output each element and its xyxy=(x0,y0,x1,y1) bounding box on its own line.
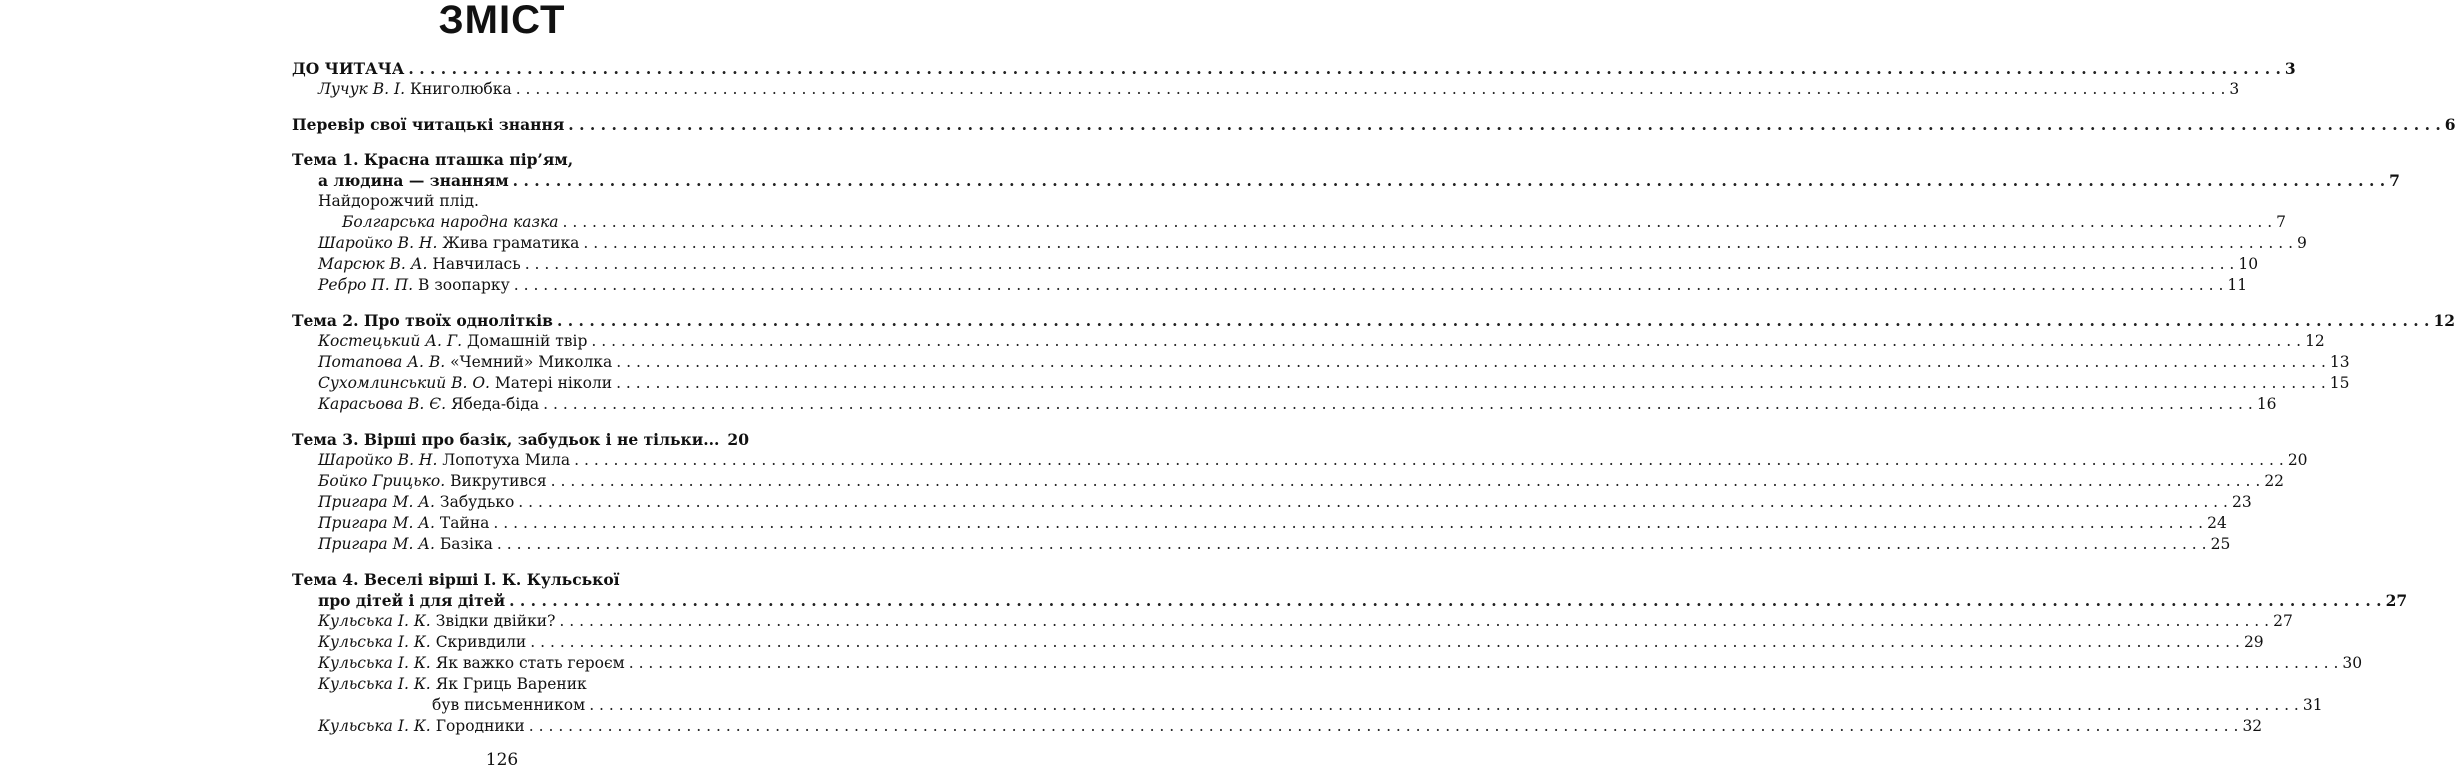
toc-entry-title xyxy=(292,331,591,352)
toc-entry-page: 25 xyxy=(2207,534,2231,555)
toc-entry-title xyxy=(292,191,483,212)
toc-entry xyxy=(292,611,2293,632)
toc-entry-page: 23 xyxy=(2228,492,2252,513)
toc-entry-title xyxy=(292,653,629,674)
toc-entry-author: Костецький А. Г. xyxy=(318,332,463,350)
toc-entry-title xyxy=(292,513,493,534)
toc-entry-title xyxy=(292,275,514,296)
toc-entry xyxy=(292,275,2248,296)
toc-entry-author: Пригара М. А. xyxy=(318,493,435,511)
toc-entry-author: Кульська І. К. xyxy=(318,675,431,693)
toc-entry-text: про дітей і для дітей xyxy=(318,591,506,610)
toc-entry-title xyxy=(292,212,563,233)
toc-entry xyxy=(292,310,2456,331)
toc-entry xyxy=(292,394,2277,415)
section-gap xyxy=(292,415,732,429)
dot-leader xyxy=(516,79,2226,100)
toc-entry-title xyxy=(292,394,543,415)
toc-entry-text: Лопотуха Мила xyxy=(442,451,571,469)
toc-entry-text: Викрутився xyxy=(450,472,547,490)
page-number: 126 xyxy=(485,750,519,770)
dot-leader xyxy=(568,114,2441,135)
dot-leader xyxy=(408,58,2281,79)
toc-entry-title xyxy=(292,450,574,471)
toc-entry xyxy=(292,114,2456,135)
toc-entry-author: Ребро П. П. xyxy=(318,276,414,294)
dot-leader xyxy=(583,233,2293,254)
toc-entry-text: ДО ЧИТАЧА xyxy=(292,59,405,78)
dot-leader xyxy=(529,716,2239,737)
dot-leader xyxy=(530,632,2240,653)
dot-leader xyxy=(518,492,2228,513)
toc-entry xyxy=(292,632,2264,653)
toc-entry-author: Кульська І. К. xyxy=(318,612,431,630)
toc-entry-text: Як важко стать героєм xyxy=(435,654,625,672)
toc-entry-title xyxy=(292,716,529,737)
toc-entry-author: Кульська І. К. xyxy=(318,717,431,735)
toc-entry-text: Тема 3. Вірші про базік, забудьок і не тільки... xyxy=(292,430,720,449)
dot-leader xyxy=(543,394,2253,415)
toc-entry xyxy=(292,653,2363,674)
toc-entry-author: Пригара М. А. xyxy=(318,535,435,553)
toc-entry-author: Карасьова В. Є. xyxy=(318,395,447,413)
toc-entry-text: Тема 2. Про твоїх однолітків xyxy=(292,311,553,330)
toc-entry xyxy=(292,534,2231,555)
toc-entry-page: 3 xyxy=(2281,58,2296,79)
toc-entry-author: Кульська І. К. xyxy=(318,654,431,672)
toc-entry xyxy=(292,716,2263,737)
toc-entry-title xyxy=(292,114,568,135)
toc-entry-page: 24 xyxy=(2203,513,2227,534)
dot-leader xyxy=(616,352,2326,373)
toc-entry xyxy=(292,492,2252,513)
dot-leader xyxy=(497,534,2207,555)
toc-entry-title xyxy=(292,695,589,716)
toc-entry-page: 27 xyxy=(2269,611,2293,632)
toc-entry-author: Бойко Грицько. xyxy=(318,472,446,490)
toc-entry-text: Книголюбка xyxy=(409,80,512,98)
dot-leader xyxy=(513,170,2386,191)
section-gap xyxy=(292,135,732,149)
toc-entry-title xyxy=(292,590,509,611)
toc-entry-title xyxy=(292,254,525,275)
toc-entry-title xyxy=(292,569,624,590)
dot-leader xyxy=(589,695,2299,716)
toc-entry-page: 29 xyxy=(2240,632,2264,653)
toc-entry-title xyxy=(292,632,530,653)
toc-entry-title xyxy=(292,149,577,170)
toc-entry xyxy=(292,212,2287,233)
toc-entry-author: Марсюк В. А. xyxy=(318,255,428,273)
toc-entry-text: Звідки двійки? xyxy=(435,612,556,630)
toc-entry-text: Ябеда-біда xyxy=(451,395,540,413)
dot-leader xyxy=(591,331,2301,352)
toc-entry-text: був письменником xyxy=(432,696,586,714)
toc-entry-page: 12 xyxy=(2301,331,2325,352)
toc-entry-text: Тайна xyxy=(439,514,490,532)
toc-entry-page: 9 xyxy=(2293,233,2307,254)
dot-leader xyxy=(557,310,2430,331)
dot-leader xyxy=(551,471,2261,492)
toc-entry-page: 20 xyxy=(723,429,749,450)
toc-entry xyxy=(292,149,732,170)
toc-entry-page: 7 xyxy=(2385,170,2400,191)
toc-entry-title xyxy=(292,492,518,513)
toc-entry-text: Скривдили xyxy=(435,633,527,651)
dot-leader xyxy=(514,275,2224,296)
toc-entry xyxy=(292,674,732,695)
section-gap xyxy=(292,296,732,310)
toc-entry-text: а людина — знанням xyxy=(318,171,509,190)
toc-entry-page: 6 xyxy=(2441,114,2456,135)
dot-leader xyxy=(563,212,2273,233)
toc-entry-page: 3 xyxy=(2225,79,2239,100)
toc-entry xyxy=(292,79,2240,100)
toc-entry-text: Жива граматика xyxy=(442,234,580,252)
toc-entry xyxy=(292,233,2307,254)
toc-entry-page: 16 xyxy=(2253,394,2277,415)
toc-entry xyxy=(292,569,732,590)
toc-entry-page: 15 xyxy=(2326,373,2350,394)
toc-entry-title xyxy=(292,471,551,492)
toc-entry-title xyxy=(292,611,559,632)
toc-entry-text: Забудько xyxy=(439,493,515,511)
toc-entry-title xyxy=(292,352,616,373)
toc-entry xyxy=(292,58,2296,79)
toc-entry-page: 27 xyxy=(2382,590,2408,611)
toc-entry-text: Найдорожчий плід. xyxy=(318,192,479,210)
toc-entry-text: В зоопарку xyxy=(418,276,510,294)
toc-entry-title xyxy=(292,373,616,394)
toc-entry-page: 22 xyxy=(2260,471,2284,492)
dot-leader xyxy=(574,450,2284,471)
toc-entry xyxy=(292,471,2285,492)
toc-entry-title xyxy=(292,674,591,695)
toc-entry xyxy=(292,590,2408,611)
toc-entry-title xyxy=(292,170,513,191)
toc-entry-text: Базіка xyxy=(439,535,493,553)
toc-entry-author: Кульська І. К. xyxy=(318,633,431,651)
toc-entry-title xyxy=(292,429,723,450)
toc-entry xyxy=(292,254,2259,275)
toc-entry-page: 30 xyxy=(2338,653,2362,674)
toc-entry-page: 11 xyxy=(2223,275,2247,296)
toc-entry-text: Тема 1. Красна пташка пір’ям, xyxy=(292,150,574,169)
dot-leader xyxy=(629,653,2339,674)
toc-entry xyxy=(292,331,2325,352)
toc-entry-text: Навчилась xyxy=(432,255,521,273)
dot-leader xyxy=(559,611,2269,632)
toc-entry-page: 13 xyxy=(2326,352,2350,373)
toc-entry-author: Болгарська народна казка xyxy=(342,213,559,231)
toc-entry xyxy=(292,191,732,212)
toc-entry-title xyxy=(292,534,497,555)
section-gap xyxy=(292,100,732,114)
toc-entry-author: Сухомлинський В. О. xyxy=(318,374,490,392)
toc-entry-author: Шаройко В. Н. xyxy=(318,451,438,469)
toc-entry-text: «Чемний» Миколка xyxy=(450,353,613,371)
toc-entry-text: Перевір свої читацькі знання xyxy=(292,115,565,134)
toc-entry-title xyxy=(292,79,516,100)
toc-entry-author: Потапова А. В. xyxy=(318,353,446,371)
toc-entry xyxy=(292,450,2308,471)
dot-leader xyxy=(525,254,2235,275)
toc-entry-page: 12 xyxy=(2429,310,2455,331)
toc-entry-author: Лучук В. І. xyxy=(318,80,406,98)
toc-entry-title xyxy=(292,310,557,331)
toc-entry-text: Домашній твір xyxy=(467,332,588,350)
dot-leader xyxy=(493,513,2203,534)
toc-entry-page: 10 xyxy=(2234,254,2258,275)
toc-entry-text: Матері ніколи xyxy=(494,374,613,392)
toc-entry xyxy=(292,695,2323,716)
toc-entry-page: 31 xyxy=(2299,695,2323,716)
toc-entry-title xyxy=(292,58,408,79)
toc-entry-title xyxy=(292,233,583,254)
toc-entry-page: 7 xyxy=(2272,212,2286,233)
toc-entry xyxy=(292,352,2350,373)
toc-entry xyxy=(292,513,2227,534)
table-of-contents xyxy=(292,58,2456,737)
page-title: ЗМІСТ xyxy=(438,0,566,42)
toc-entry-page: 20 xyxy=(2284,450,2308,471)
toc-entry-text: Як Гриць Вареник xyxy=(435,675,587,693)
section-gap xyxy=(292,555,732,569)
toc-entry-text: Тема 4. Веселі вірші І. К. Кульської xyxy=(292,570,620,589)
dot-leader xyxy=(616,373,2326,394)
toc-entry-page: 32 xyxy=(2238,716,2262,737)
dot-leader xyxy=(509,590,2382,611)
toc-entry xyxy=(292,429,749,450)
toc-entry-author: Шаройко В. Н. xyxy=(318,234,438,252)
toc-entry xyxy=(292,373,2350,394)
toc-entry-author: Пригара М. А. xyxy=(318,514,435,532)
toc-entry-text: Городники xyxy=(435,717,525,735)
toc-entry xyxy=(292,170,2400,191)
